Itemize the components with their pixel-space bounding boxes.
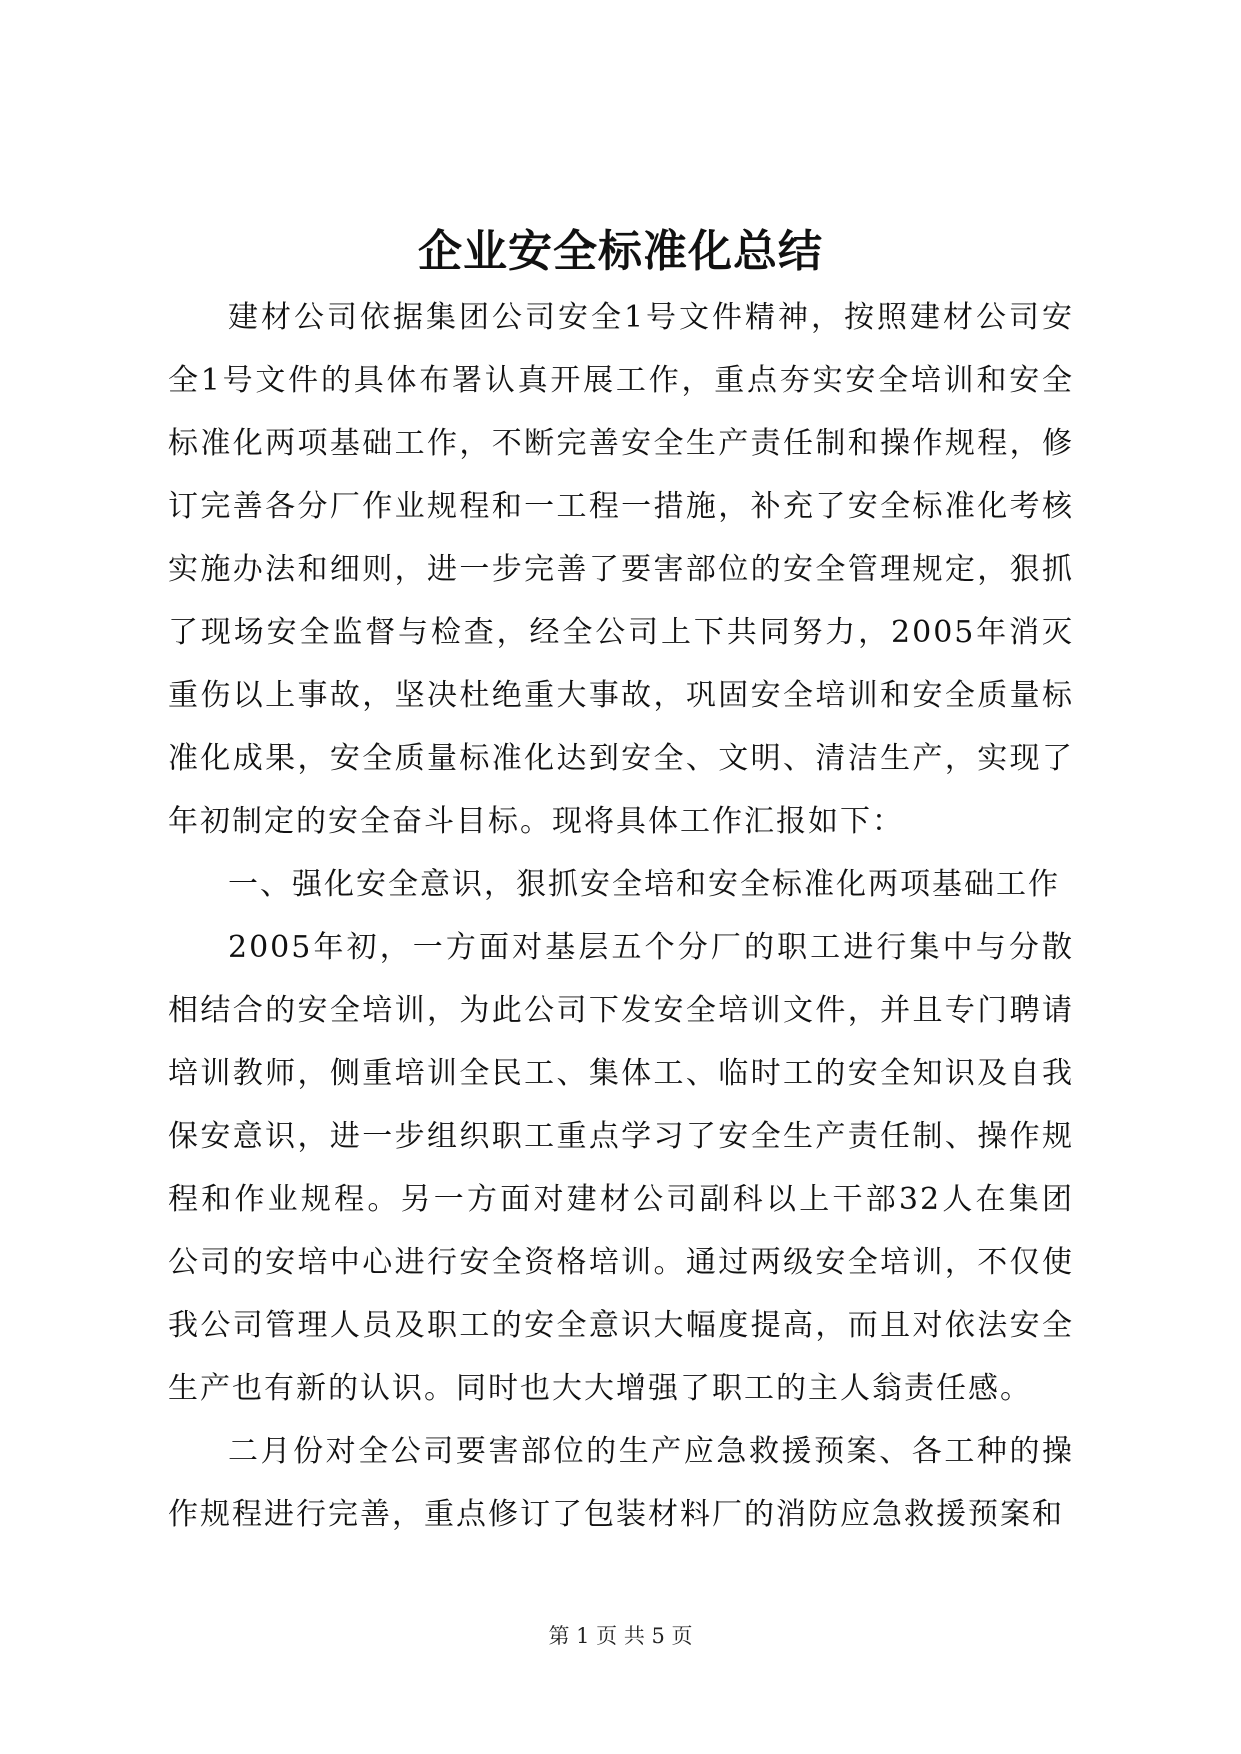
paragraph-training: 2005年初，一方面对基层五个分厂的职工进行集中与分散相结合的安全培训，为此公司下发安全培训文件，并且专门聘请培训教师，侧重培训全民工、集体工、临时工的安全知识及自我保安意识，进一步组织职工重点学习了安全生产责任制、操作规程和作业规程。另一方面对建材公司副科以上干部32人在集团公司的安培中心进行安全资格培训。通过两级安全培训，不仅使我公司管理人员及职工的安全意识大幅度提高，而且对依法安全生产也有新的认识。同时也大大增强了职工的主人翁责任感。 — [168, 930, 1074, 1406]
paragraph-february: 二月份对全公司要害部位的生产应急救援预案、各工种的操作规程进行完善，重点修订了包装材料厂的消防应急救援预案和 — [168, 1434, 1074, 1532]
section-heading-1: 一、强化安全意识，狠抓安全培和安全标准化两项基础工作 — [228, 867, 1060, 902]
document-title: 企业安全标准化总结 — [418, 226, 823, 277]
paragraph-intro: 建材公司依据集团公司安全1号文件精神，按照建材公司安全1号文件的具体布署认真开展工作，重点夯实安全培训和安全标准化两项基础工作，不断完善安全生产责任制和操作规程，修订完善各分厂作业规程和一工程一措施，补充了安全标准化考核实施办法和细则，进一步完善了要害部位的安全管理规定，狠抓了现场安全监督与检查，经全公司上下共同努力，2005年消灭重伤以上事故，坚决杜绝重大事故，巩固安全培训和安全质量标准化成果，安全质量标准化达到安全、文明、清洁生产，实现了年初制定的安全奋斗目标。现将具体工作汇报如下： — [168, 300, 1074, 839]
page-number-footer: 第 1 页 共 5 页 — [548, 1624, 693, 1648]
document-body — [168, 286, 1074, 1546]
